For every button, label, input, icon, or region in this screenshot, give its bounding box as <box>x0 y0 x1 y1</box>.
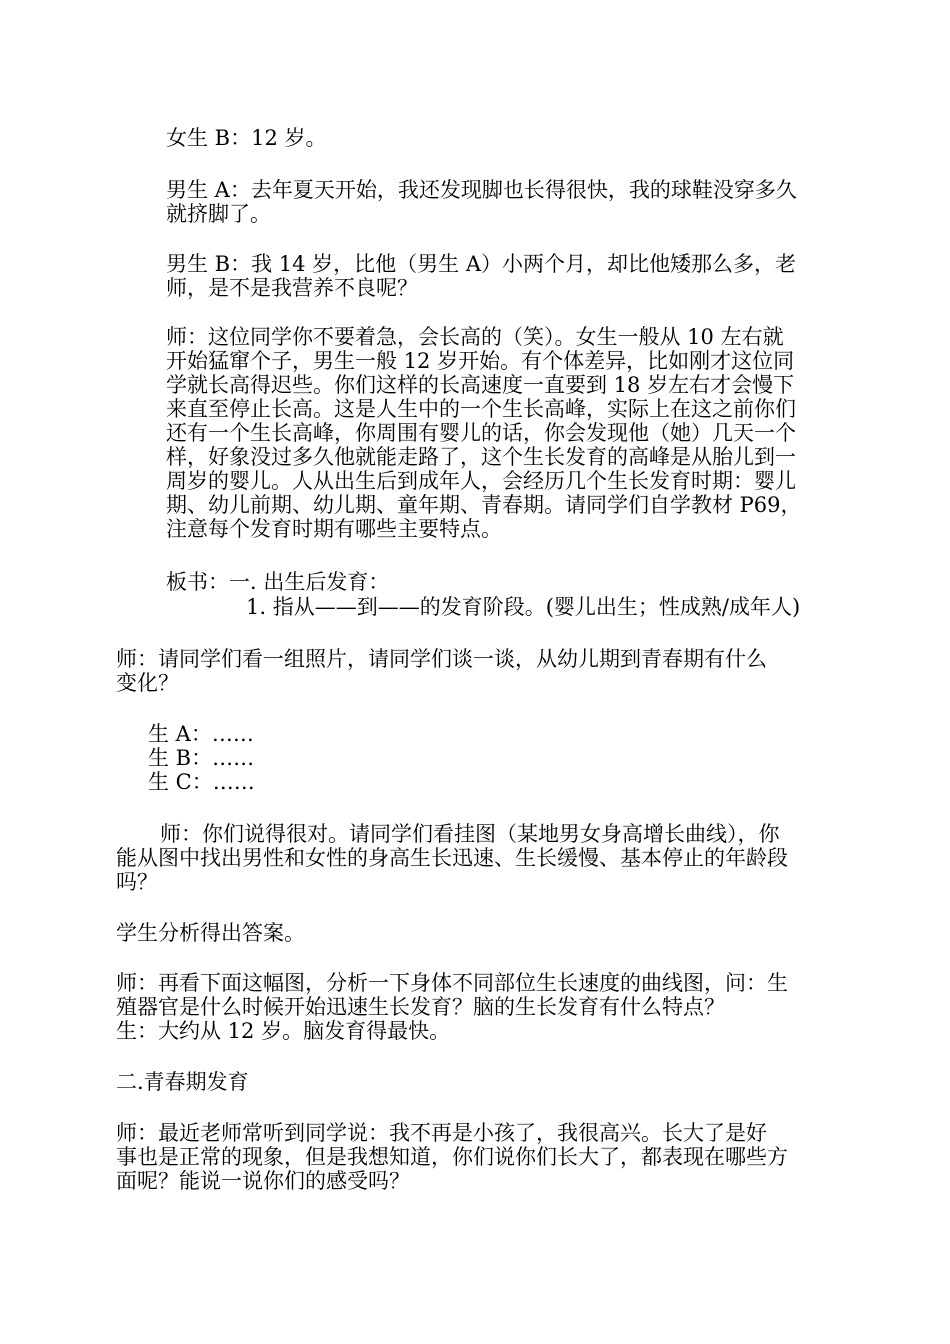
narration-line: 学生分析得出答案。 <box>116 921 305 945</box>
teacher-line: 来直至停止长高。这是人生中的一个生长高峰，实际上在这之前你们 <box>166 397 796 421</box>
teacher-line: 周岁的婴儿。人从出生后到成年人，会经历几个生长发育时期：婴儿 <box>166 469 796 493</box>
teacher-line: 师：最近老师常听到同学说：我不再是小孩了，我很高兴。长大了是好 <box>116 1121 767 1145</box>
dialogue-line: 师，是不是我营养不良呢？ <box>166 276 418 300</box>
teacher-line: 注意每个发育时期有哪些主要特点。 <box>166 517 502 541</box>
teacher-line: 能从图中找出男性和女性的身高生长迅速、生长缓慢、基本停止的年龄段 <box>116 846 788 870</box>
student-line: 生：大约从 12 岁。脑发育得最快。 <box>116 1019 451 1043</box>
student-response: 生 A：…… <box>148 722 254 746</box>
teacher-line: 样，好象没过多久他就能走路了，这个生长发育的高峰是从胎儿到一 <box>166 445 796 469</box>
dialogue-line: 男生 B：我 14 岁，比他（男生 A）小两个月，却比他矮那么多，老 <box>166 252 797 276</box>
teacher-line: 还有一个生长高峰，你周围有婴儿的话，你会发现他（她）几天一个 <box>166 421 796 445</box>
teacher-line: 殖器官是什么时候开始迅速生长发育？脑的生长发育有什么特点？ <box>116 995 725 1019</box>
teacher-line: 面呢？能说一说你们的感受吗？ <box>116 1169 410 1193</box>
section-heading: 二.青春期发育 <box>116 1070 249 1094</box>
teacher-line: 事也是正常的现象，但是我想知道，你们说你们长大了，都表现在哪些方 <box>116 1145 788 1169</box>
dialogue-line: 就挤脚了。 <box>166 202 271 226</box>
teacher-line: 师：请同学们看一组照片，请同学们谈一谈，从幼儿期到青春期有什么 <box>116 647 767 671</box>
blackboard-heading: 板书：一. 出生后发育： <box>166 570 390 594</box>
teacher-line: 学就长高得迟些。你们这样的长高速度一直要到 18 岁左右才会慢下 <box>166 373 795 397</box>
teacher-line: 师：这位同学你不要着急，会长高的（笑）。女生一般从 10 左右就 <box>166 325 784 349</box>
teacher-line: 开始猛窜个子，男生一般 12 岁开始。有个体差异，比如刚才这位同 <box>166 349 795 373</box>
student-response: 生 C：…… <box>148 770 255 794</box>
dialogue-line: 女生 B：12 岁。 <box>166 126 327 150</box>
teacher-line: 师：再看下面这幅图，分析一下身体不同部位生长速度的曲线图，问：生 <box>116 971 788 995</box>
teacher-line: 吗？ <box>116 870 158 894</box>
blackboard-item: 1. 指从——到——的发育阶段。(婴儿出生；性成熟/成年人) <box>246 595 801 619</box>
teacher-line: 师：你们说得很对。请同学们看挂图（某地男女身高增长曲线），你 <box>160 822 780 846</box>
teacher-line: 变化？ <box>116 671 179 695</box>
teacher-line: 期、幼儿前期、幼儿期、童年期、青春期。请同学们自学教材 P69， <box>166 493 802 517</box>
dialogue-line: 男生 A：去年夏天开始，我还发现脚也长得很快，我的球鞋没穿多久 <box>166 178 797 202</box>
student-response: 生 B：…… <box>148 746 255 770</box>
